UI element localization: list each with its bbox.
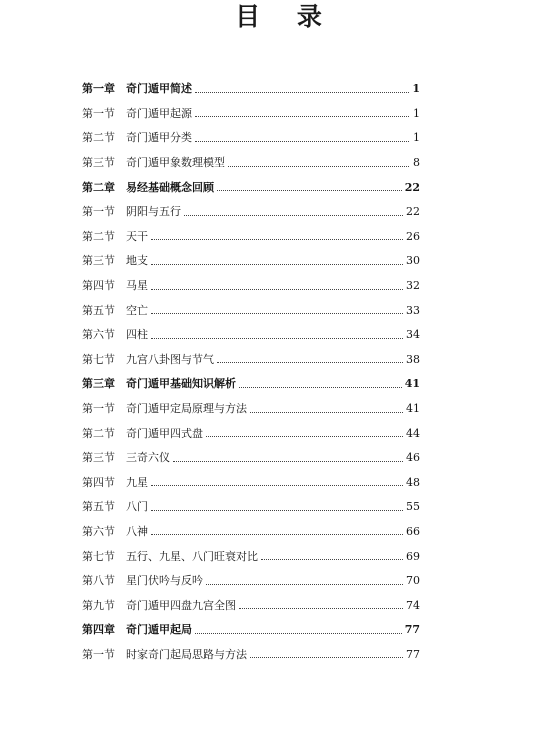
toc-page-number: 1 xyxy=(412,82,420,96)
dot-leader xyxy=(228,166,409,167)
toc-entry-title: 奇门遁甲基础知识解析 xyxy=(126,377,236,391)
toc-section-row[interactable] xyxy=(82,126,420,151)
toc-page-number: 22 xyxy=(404,180,420,194)
toc-section-row[interactable] xyxy=(82,421,420,446)
dot-leader xyxy=(261,559,403,560)
toc-chapter-row[interactable] xyxy=(82,175,420,200)
toc-entry-number: 第六节 xyxy=(82,328,115,342)
toc-page-number: 77 xyxy=(404,623,420,637)
toc-entry-number: 第三节 xyxy=(82,254,115,268)
toc-entry-number: 第二节 xyxy=(82,131,115,145)
dot-leader xyxy=(195,92,409,93)
toc-entry-title: 四柱 xyxy=(126,328,148,342)
toc-section-row[interactable] xyxy=(82,520,420,545)
toc-entry-title: 奇门遁甲四式盘 xyxy=(126,426,203,440)
dot-leader xyxy=(239,608,403,609)
toc-entry-title: 易经基础概念回顾 xyxy=(126,180,214,194)
toc-page-number: 66 xyxy=(406,524,420,538)
toc-entry-number: 第九节 xyxy=(82,598,115,612)
toc-page-number: 1 xyxy=(413,106,420,120)
toc-section-row[interactable] xyxy=(82,544,420,569)
toc-entry-number: 第三节 xyxy=(82,451,115,465)
toc-page-number: 77 xyxy=(406,647,420,661)
toc-section-row[interactable] xyxy=(82,471,420,496)
toc-entry-title: 时家奇门起局思路与方法 xyxy=(126,647,247,661)
toc-entry-title: 五行、九星、八门旺衰对比 xyxy=(126,549,258,563)
toc-entry-title: 九宫八卦图与节气 xyxy=(126,352,214,366)
toc-page-number: 38 xyxy=(406,352,420,366)
toc-page-number: 46 xyxy=(406,451,420,465)
toc-section-row[interactable] xyxy=(82,323,420,348)
toc-page-number: 74 xyxy=(406,598,420,612)
toc-entry-title: 三奇六仪 xyxy=(126,451,170,465)
toc-page-number: 8 xyxy=(413,156,420,170)
dot-leader xyxy=(184,215,403,216)
dot-leader xyxy=(217,190,402,191)
dot-leader xyxy=(151,239,403,240)
toc-entry-number: 第一节 xyxy=(82,205,115,219)
dot-leader xyxy=(151,485,403,486)
toc-entry-title: 奇门遁甲分类 xyxy=(126,131,192,145)
toc-entry-title: 奇门遁甲起源 xyxy=(126,106,192,120)
toc-page-number: 55 xyxy=(406,500,420,514)
dot-leader xyxy=(195,141,409,142)
toc-page-number: 41 xyxy=(406,402,420,416)
table-of-contents xyxy=(82,77,420,667)
toc-section-row[interactable] xyxy=(82,298,420,323)
toc-section-row[interactable] xyxy=(82,643,420,668)
toc-entry-number: 第三节 xyxy=(82,156,115,170)
toc-entry-title: 八门 xyxy=(126,500,148,514)
toc-entry-number: 第四节 xyxy=(82,475,115,489)
toc-section-row[interactable] xyxy=(82,348,420,373)
toc-chapter-row[interactable] xyxy=(82,77,420,102)
toc-entry-number: 第五节 xyxy=(82,500,115,514)
toc-page-number: 48 xyxy=(406,475,420,489)
toc-page-number: 34 xyxy=(406,328,420,342)
toc-section-row[interactable] xyxy=(82,225,420,250)
toc-entry-number: 第一节 xyxy=(82,106,115,120)
toc-section-row[interactable] xyxy=(82,151,420,176)
toc-page-number: 1 xyxy=(413,131,420,145)
toc-entry-title: 奇门遁甲象数理模型 xyxy=(126,156,225,170)
toc-entry-title: 八神 xyxy=(126,524,148,538)
toc-entry-title: 奇门遁甲简述 xyxy=(126,82,192,96)
dot-leader xyxy=(239,387,402,388)
toc-entry-title: 马星 xyxy=(126,279,148,293)
page-title: 目 录 xyxy=(235,2,336,31)
toc-section-row[interactable] xyxy=(82,593,420,618)
toc-section-row[interactable] xyxy=(82,200,420,225)
toc-page-number: 32 xyxy=(406,279,420,293)
dot-leader xyxy=(195,116,409,117)
toc-entry-title: 地支 xyxy=(126,254,148,268)
toc-page-number: 30 xyxy=(406,254,420,268)
dot-leader xyxy=(151,313,403,314)
toc-entry-number: 第七节 xyxy=(82,352,115,366)
toc-entry-number: 第二章 xyxy=(82,180,115,194)
dot-leader xyxy=(206,584,403,585)
toc-section-row[interactable] xyxy=(82,397,420,422)
toc-page-number: 41 xyxy=(404,377,420,391)
toc-entry-title: 空亡 xyxy=(126,303,148,317)
toc-chapter-row[interactable] xyxy=(82,618,420,643)
toc-chapter-row[interactable] xyxy=(82,372,420,397)
toc-entry-number: 第一节 xyxy=(82,647,115,661)
dot-leader xyxy=(151,289,403,290)
dot-leader xyxy=(217,362,403,363)
toc-entry-number: 第六节 xyxy=(82,524,115,538)
toc-entry-title: 天干 xyxy=(126,229,148,243)
toc-page-number: 69 xyxy=(406,549,420,563)
toc-section-row[interactable] xyxy=(82,495,420,520)
toc-page-number: 33 xyxy=(406,303,420,317)
toc-entry-number: 第一节 xyxy=(82,402,115,416)
toc-page-number: 70 xyxy=(406,574,420,588)
toc-entry-number: 第八节 xyxy=(82,574,115,588)
toc-entry-title: 奇门遁甲四盘九宫全图 xyxy=(126,598,236,612)
toc-entry-number: 第四章 xyxy=(82,623,115,637)
toc-entry-title: 九星 xyxy=(126,475,148,489)
dot-leader xyxy=(173,461,403,462)
dot-leader xyxy=(151,534,403,535)
dot-leader xyxy=(151,510,403,511)
dot-leader xyxy=(151,264,403,265)
toc-section-row[interactable] xyxy=(82,274,420,299)
toc-entry-number: 第四节 xyxy=(82,279,115,293)
toc-entry-title: 奇门遁甲定局原理与方法 xyxy=(126,402,247,416)
dot-leader xyxy=(195,633,402,634)
toc-entry-number: 第二节 xyxy=(82,229,115,243)
toc-entry-title: 星门伏吟与反吟 xyxy=(126,574,203,588)
dot-leader xyxy=(151,338,403,339)
toc-page-number: 26 xyxy=(406,229,420,243)
toc-page-number: 22 xyxy=(406,205,420,219)
toc-section-row[interactable] xyxy=(82,569,420,594)
toc-entry-number: 第五节 xyxy=(82,303,115,317)
toc-entry-number: 第一章 xyxy=(82,82,115,96)
toc-page-number: 44 xyxy=(406,426,420,440)
toc-entry-number: 第三章 xyxy=(82,377,115,391)
dot-leader xyxy=(250,657,403,658)
dot-leader xyxy=(250,412,403,413)
toc-section-row[interactable] xyxy=(82,102,420,127)
toc-entry-title: 阴阳与五行 xyxy=(126,205,181,219)
toc-entry-number: 第七节 xyxy=(82,549,115,563)
toc-section-row[interactable] xyxy=(82,446,420,471)
toc-section-row[interactable] xyxy=(82,249,420,274)
dot-leader xyxy=(206,436,403,437)
toc-entry-number: 第二节 xyxy=(82,426,115,440)
toc-entry-title: 奇门遁甲起局 xyxy=(126,623,192,637)
